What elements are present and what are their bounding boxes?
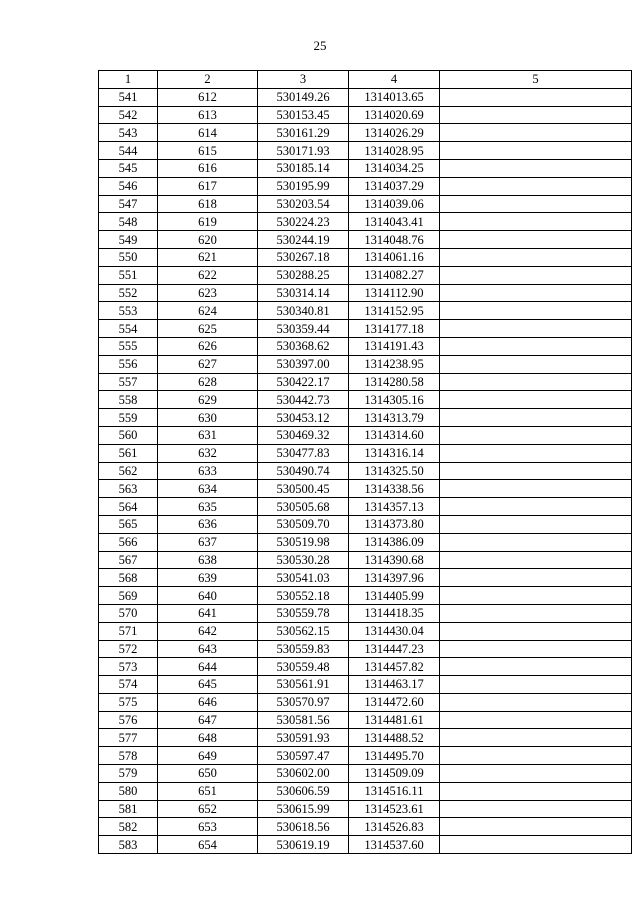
table-cell <box>440 159 632 177</box>
table-cell: 1314390.68 <box>349 551 440 569</box>
table-cell <box>440 355 632 373</box>
table-cell: 544 <box>99 142 158 160</box>
table-cell: 547 <box>99 195 158 213</box>
table-cell: 551 <box>99 266 158 284</box>
table-row <box>99 391 632 409</box>
table-cell: 530505.68 <box>258 498 349 516</box>
table-cell <box>440 426 632 444</box>
table-cell: 1314357.13 <box>349 498 440 516</box>
table-row <box>99 729 632 747</box>
table-cell <box>440 569 632 587</box>
table-row <box>99 693 632 711</box>
table-cell <box>440 782 632 800</box>
table-cell: 641 <box>158 604 258 622</box>
table-cell: 620 <box>158 231 258 249</box>
table-cell: 1314048.76 <box>349 231 440 249</box>
table-cell: 648 <box>158 729 258 747</box>
table-row <box>99 426 632 444</box>
table-row <box>99 676 632 694</box>
table-row <box>99 106 632 124</box>
table-cell: 1314034.25 <box>349 159 440 177</box>
table-cell: 530490.74 <box>258 462 349 480</box>
table-cell <box>440 765 632 783</box>
table-cell: 630 <box>158 409 258 427</box>
table-cell: 653 <box>158 818 258 836</box>
table-cell: 558 <box>99 391 158 409</box>
table-row <box>99 836 632 854</box>
table-cell: 552 <box>99 284 158 302</box>
table-cell: 530153.45 <box>258 106 349 124</box>
table-row <box>99 142 632 160</box>
table-cell: 530541.03 <box>258 569 349 587</box>
table-cell: 555 <box>99 337 158 355</box>
table-cell: 1314280.58 <box>349 373 440 391</box>
table-cell: 530618.56 <box>258 818 349 836</box>
table-cell: 530149.26 <box>258 88 349 106</box>
table-row <box>99 800 632 818</box>
table-cell: 562 <box>99 462 158 480</box>
table-row <box>99 587 632 605</box>
table-cell: 530203.54 <box>258 195 349 213</box>
table-cell: 571 <box>99 622 158 640</box>
table-cell: 1314516.11 <box>349 782 440 800</box>
table-cell: 568 <box>99 569 158 587</box>
table-cell: 647 <box>158 711 258 729</box>
table-cell: 1314373.80 <box>349 515 440 533</box>
table-row <box>99 195 632 213</box>
table-cell: 1314013.65 <box>349 88 440 106</box>
table-cell: 546 <box>99 177 158 195</box>
table-cell: 543 <box>99 124 158 142</box>
table-cell <box>440 373 632 391</box>
table-row <box>99 302 632 320</box>
table-cell <box>440 480 632 498</box>
table-row <box>99 159 632 177</box>
table-row <box>99 177 632 195</box>
table-cell: 574 <box>99 676 158 694</box>
table-cell: 1314061.16 <box>349 248 440 266</box>
table-cell: 564 <box>99 498 158 516</box>
table-cell: 644 <box>158 658 258 676</box>
table-cell: 578 <box>99 747 158 765</box>
table-cell: 580 <box>99 782 158 800</box>
table-row <box>99 747 632 765</box>
table-cell: 577 <box>99 729 158 747</box>
table-row <box>99 782 632 800</box>
column-header: 4 <box>349 71 440 89</box>
table-cell: 1314316.14 <box>349 444 440 462</box>
column-header: 3 <box>258 71 349 89</box>
table-cell: 626 <box>158 337 258 355</box>
table-cell: 542 <box>99 106 158 124</box>
table-cell: 530244.19 <box>258 231 349 249</box>
table-cell: 530422.17 <box>258 373 349 391</box>
table-cell <box>440 302 632 320</box>
table-cell <box>440 604 632 622</box>
coordinates-table <box>98 70 632 854</box>
table-cell <box>440 515 632 533</box>
table-cell: 652 <box>158 800 258 818</box>
table-cell: 548 <box>99 213 158 231</box>
table-row <box>99 213 632 231</box>
table-row <box>99 248 632 266</box>
table-cell <box>440 88 632 106</box>
table-cell: 530570.97 <box>258 693 349 711</box>
table-row <box>99 320 632 338</box>
table-cell <box>440 391 632 409</box>
table-cell: 541 <box>99 88 158 106</box>
table-cell <box>440 622 632 640</box>
table-cell: 646 <box>158 693 258 711</box>
table-cell: 1314418.35 <box>349 604 440 622</box>
table-cell: 1314028.95 <box>349 142 440 160</box>
table-cell: 560 <box>99 426 158 444</box>
table-cell: 1314472.60 <box>349 693 440 711</box>
table-cell: 530442.73 <box>258 391 349 409</box>
table-cell: 1314526.83 <box>349 818 440 836</box>
column-header: 5 <box>440 71 632 89</box>
table-cell: 649 <box>158 747 258 765</box>
table-cell <box>440 284 632 302</box>
table-cell: 1314313.79 <box>349 409 440 427</box>
table-cell: 637 <box>158 533 258 551</box>
table-cell: 573 <box>99 658 158 676</box>
table-cell: 530359.44 <box>258 320 349 338</box>
table-cell: 549 <box>99 231 158 249</box>
table-row <box>99 355 632 373</box>
table-cell: 632 <box>158 444 258 462</box>
table-cell: 623 <box>158 284 258 302</box>
table-cell: 1314405.99 <box>349 587 440 605</box>
table-cell: 530267.18 <box>258 248 349 266</box>
table-cell: 624 <box>158 302 258 320</box>
table-cell: 530562.15 <box>258 622 349 640</box>
table-cell <box>440 533 632 551</box>
table-cell: 1314043.41 <box>349 213 440 231</box>
table-cell: 530530.28 <box>258 551 349 569</box>
table-row <box>99 711 632 729</box>
table-row <box>99 462 632 480</box>
table-cell: 612 <box>158 88 258 106</box>
table-cell: 642 <box>158 622 258 640</box>
table-cell: 554 <box>99 320 158 338</box>
table-cell: 1314537.60 <box>349 836 440 854</box>
table-cell: 1314386.09 <box>349 533 440 551</box>
table-cell: 635 <box>158 498 258 516</box>
table-cell: 639 <box>158 569 258 587</box>
table-row <box>99 498 632 516</box>
table-cell: 1314305.16 <box>349 391 440 409</box>
table-cell: 628 <box>158 373 258 391</box>
table-cell: 582 <box>99 818 158 836</box>
table-cell: 530171.93 <box>258 142 349 160</box>
table-cell: 530559.48 <box>258 658 349 676</box>
table-cell: 530552.18 <box>258 587 349 605</box>
table-cell <box>440 248 632 266</box>
table-cell: 1314430.04 <box>349 622 440 640</box>
table-cell <box>440 106 632 124</box>
table-cell: 650 <box>158 765 258 783</box>
table-cell: 557 <box>99 373 158 391</box>
table-cell: 556 <box>99 355 158 373</box>
table-cell: 530453.12 <box>258 409 349 427</box>
table-cell: 1314112.90 <box>349 284 440 302</box>
table-cell: 1314039.06 <box>349 195 440 213</box>
table-row <box>99 533 632 551</box>
table-cell: 581 <box>99 800 158 818</box>
table-row <box>99 231 632 249</box>
table-cell: 1314457.82 <box>349 658 440 676</box>
table-cell: 613 <box>158 106 258 124</box>
table-cell <box>440 711 632 729</box>
table-row <box>99 124 632 142</box>
table-cell: 1314238.95 <box>349 355 440 373</box>
table-cell: 530581.56 <box>258 711 349 729</box>
column-header: 1 <box>99 71 158 89</box>
table-cell: 618 <box>158 195 258 213</box>
table-cell <box>440 747 632 765</box>
table-cell: 530185.14 <box>258 159 349 177</box>
table-cell: 561 <box>99 444 158 462</box>
table-row <box>99 266 632 284</box>
table-cell: 1314495.70 <box>349 747 440 765</box>
table-cell: 645 <box>158 676 258 694</box>
table-cell: 1314177.18 <box>349 320 440 338</box>
table-cell: 1314191.43 <box>349 337 440 355</box>
table-cell <box>440 693 632 711</box>
table-cell: 636 <box>158 515 258 533</box>
table-row <box>99 88 632 106</box>
table-cell: 1314523.61 <box>349 800 440 818</box>
table-cell: 530619.19 <box>258 836 349 854</box>
table-cell: 654 <box>158 836 258 854</box>
table-cell: 1314447.23 <box>349 640 440 658</box>
table-cell <box>440 409 632 427</box>
table-cell: 530559.78 <box>258 604 349 622</box>
table-row <box>99 373 632 391</box>
table-cell: 640 <box>158 587 258 605</box>
table-cell: 565 <box>99 515 158 533</box>
table-cell: 530195.99 <box>258 177 349 195</box>
table-cell: 530368.62 <box>258 337 349 355</box>
table-cell: 572 <box>99 640 158 658</box>
table-cell: 530314.14 <box>258 284 349 302</box>
table-cell <box>440 266 632 284</box>
table-cell: 530288.25 <box>258 266 349 284</box>
table-cell: 567 <box>99 551 158 569</box>
table-cell: 622 <box>158 266 258 284</box>
table-cell <box>440 142 632 160</box>
table-row <box>99 604 632 622</box>
table-cell: 559 <box>99 409 158 427</box>
table-cell <box>440 729 632 747</box>
table-cell: 633 <box>158 462 258 480</box>
table-cell: 1314152.95 <box>349 302 440 320</box>
table-cell: 1314488.52 <box>349 729 440 747</box>
table-cell: 530597.47 <box>258 747 349 765</box>
table-cell: 579 <box>99 765 158 783</box>
table-cell <box>440 640 632 658</box>
table-cell: 616 <box>158 159 258 177</box>
table-cell: 530340.81 <box>258 302 349 320</box>
table-cell <box>440 213 632 231</box>
table-cell <box>440 587 632 605</box>
table-cell: 625 <box>158 320 258 338</box>
column-header: 2 <box>158 71 258 89</box>
table-cell: 569 <box>99 587 158 605</box>
table-cell <box>440 462 632 480</box>
table-cell: 1314509.09 <box>349 765 440 783</box>
table-cell: 530397.00 <box>258 355 349 373</box>
table-row <box>99 551 632 569</box>
table-cell: 651 <box>158 782 258 800</box>
table-cell <box>440 320 632 338</box>
table-cell: 530161.29 <box>258 124 349 142</box>
table-cell <box>440 836 632 854</box>
table-cell: 530602.00 <box>258 765 349 783</box>
table-cell: 629 <box>158 391 258 409</box>
table-row <box>99 765 632 783</box>
table-cell <box>440 444 632 462</box>
table-cell: 566 <box>99 533 158 551</box>
table-row <box>99 337 632 355</box>
table-cell: 615 <box>158 142 258 160</box>
table-row <box>99 480 632 498</box>
table-row <box>99 818 632 836</box>
table-cell <box>440 195 632 213</box>
table-cell: 530519.98 <box>258 533 349 551</box>
page-number: 25 <box>313 38 327 53</box>
table-cell: 617 <box>158 177 258 195</box>
table-cell <box>440 818 632 836</box>
table-cell: 530561.91 <box>258 676 349 694</box>
table-cell <box>440 177 632 195</box>
table-cell: 1314082.27 <box>349 266 440 284</box>
table-cell: 570 <box>99 604 158 622</box>
table-cell <box>440 551 632 569</box>
table-cell: 631 <box>158 426 258 444</box>
table-cell: 530559.83 <box>258 640 349 658</box>
table-row <box>99 444 632 462</box>
table-cell: 576 <box>99 711 158 729</box>
table-row <box>99 409 632 427</box>
table-cell: 1314020.69 <box>349 106 440 124</box>
table-cell: 1314325.50 <box>349 462 440 480</box>
table-cell: 1314026.29 <box>349 124 440 142</box>
table-cell: 530500.45 <box>258 480 349 498</box>
table-row <box>99 515 632 533</box>
table-cell: 545 <box>99 159 158 177</box>
table-cell: 550 <box>99 248 158 266</box>
table-cell <box>440 231 632 249</box>
table-cell <box>440 337 632 355</box>
table-cell <box>440 658 632 676</box>
table-cell: 583 <box>99 836 158 854</box>
table-cell: 563 <box>99 480 158 498</box>
table-cell: 634 <box>158 480 258 498</box>
table-cell: 1314463.17 <box>349 676 440 694</box>
table-cell: 638 <box>158 551 258 569</box>
table-header-row <box>99 71 632 89</box>
table-cell: 1314338.56 <box>349 480 440 498</box>
table-cell: 1314481.61 <box>349 711 440 729</box>
table-row <box>99 284 632 302</box>
table-cell: 530509.70 <box>258 515 349 533</box>
table-cell <box>440 124 632 142</box>
table-row <box>99 640 632 658</box>
table-cell: 530224.23 <box>258 213 349 231</box>
table-cell: 553 <box>99 302 158 320</box>
table-cell: 614 <box>158 124 258 142</box>
table-row <box>99 658 632 676</box>
table-row <box>99 622 632 640</box>
table-cell <box>440 800 632 818</box>
table-cell: 530477.83 <box>258 444 349 462</box>
table-cell: 643 <box>158 640 258 658</box>
table-row <box>99 569 632 587</box>
table-cell: 530615.99 <box>258 800 349 818</box>
table-cell <box>440 676 632 694</box>
table-cell: 1314397.96 <box>349 569 440 587</box>
table-cell: 619 <box>158 213 258 231</box>
table-body <box>99 88 632 853</box>
table-cell: 530591.93 <box>258 729 349 747</box>
table-cell: 1314037.29 <box>349 177 440 195</box>
table-cell: 530469.32 <box>258 426 349 444</box>
table-cell: 627 <box>158 355 258 373</box>
table-cell: 530606.59 <box>258 782 349 800</box>
table-cell: 575 <box>99 693 158 711</box>
table-cell: 621 <box>158 248 258 266</box>
table-cell <box>440 498 632 516</box>
table-cell: 1314314.60 <box>349 426 440 444</box>
